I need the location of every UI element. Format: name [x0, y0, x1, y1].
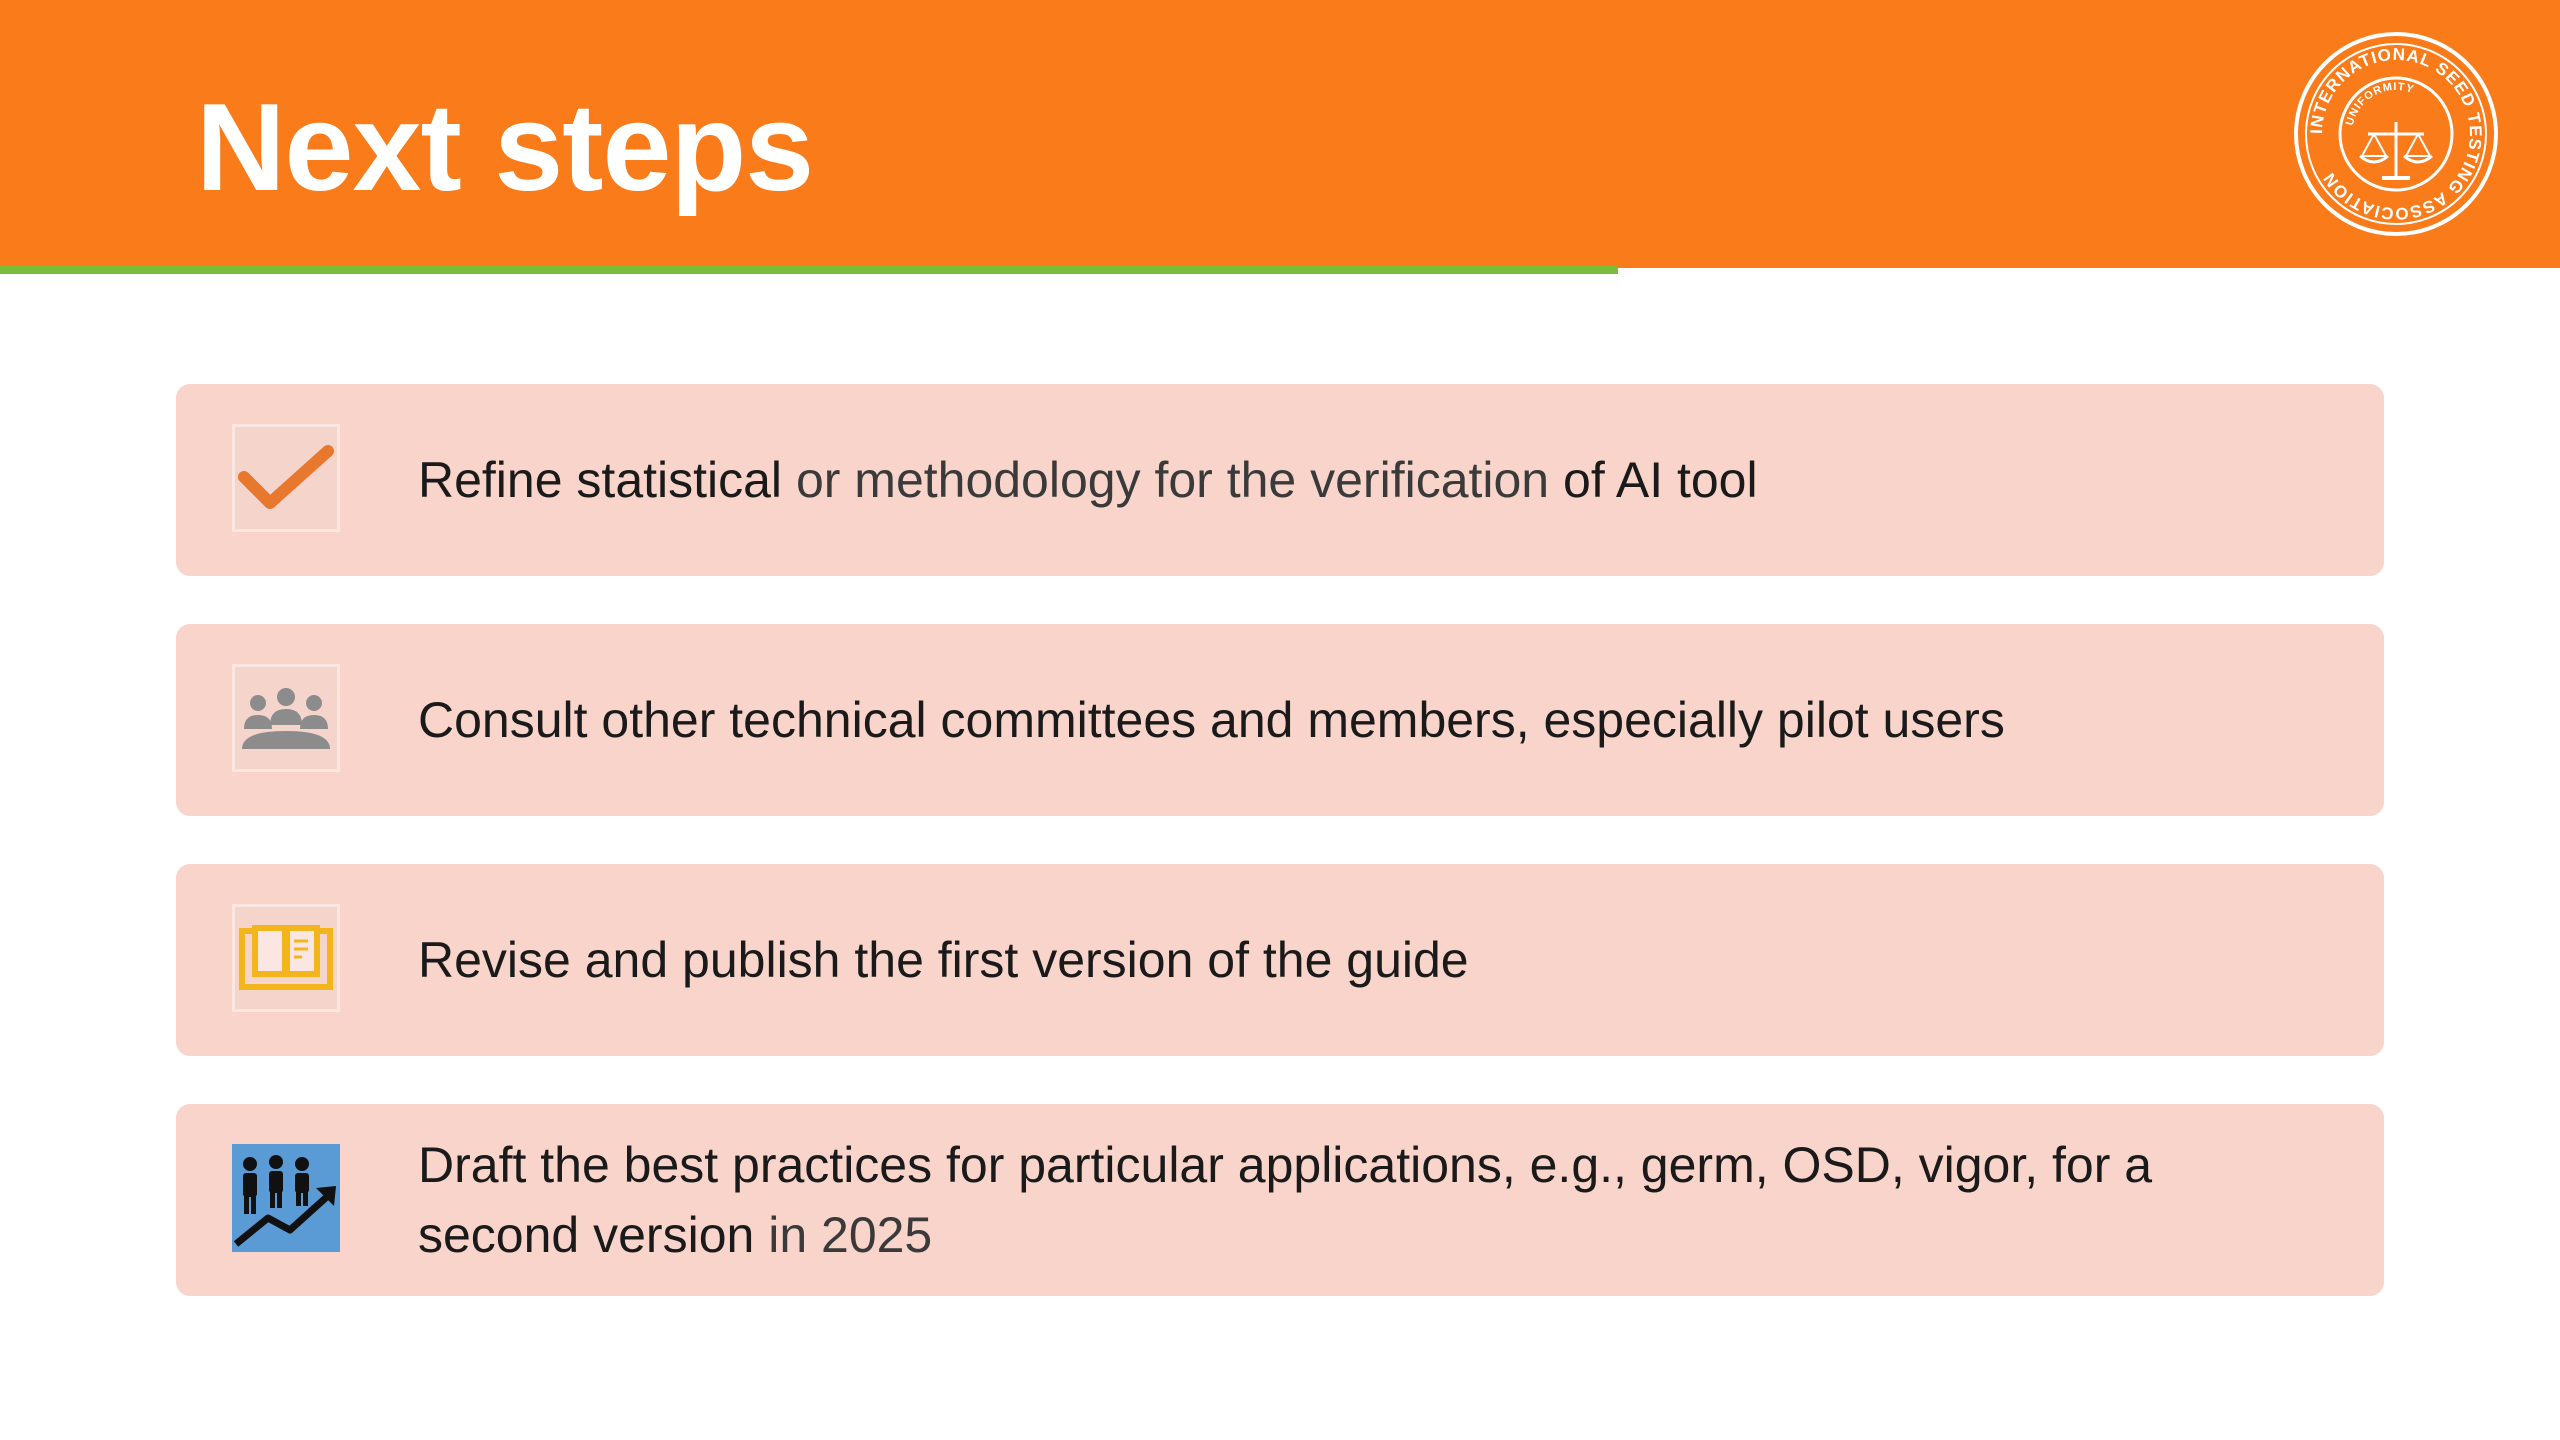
text-segment: Refine statistical: [418, 452, 783, 508]
slide-header: [0, 0, 2560, 268]
group-people-icon: [232, 664, 340, 772]
header-accent-rule: [0, 266, 1618, 274]
svg-text:INTERNATIONAL SEED TESTING ASS: INTERNATIONAL SEED TESTING ASSOCIATION: [2306, 44, 2486, 224]
list-item-text: Consult other technical committees and members, especially pilot users: [418, 692, 2005, 748]
text-segment: Draft the best practices for particular applications, e.g., germ, OSD, vigor, for a second version: [418, 1137, 2153, 1263]
people-growth-chart-icon: [232, 1144, 340, 1252]
ista-seal-logo: [2292, 30, 2500, 238]
page-title: Next steps: [196, 79, 814, 217]
list-item-text: [418, 1104, 2304, 1296]
list-item-text: Revise and publish the first version of the guide: [418, 932, 1469, 988]
text-segment: in 2025: [754, 1207, 933, 1263]
list-item-consult-committees: [176, 624, 2384, 816]
svg-text:UNIFORMITY: UNIFORMITY: [2343, 80, 2416, 127]
list-item-text: [418, 384, 2304, 576]
text-segment: of AI tool: [1563, 452, 1758, 508]
list-item-refine-methodology: [176, 384, 2384, 576]
list-item-draft-best-practices: [176, 1104, 2384, 1296]
checkmark-icon: [232, 424, 340, 532]
open-book-icon: [232, 904, 340, 1012]
text-segment: or methodology for the verification: [782, 452, 1564, 508]
list-item-publish-guide: [176, 864, 2384, 1056]
